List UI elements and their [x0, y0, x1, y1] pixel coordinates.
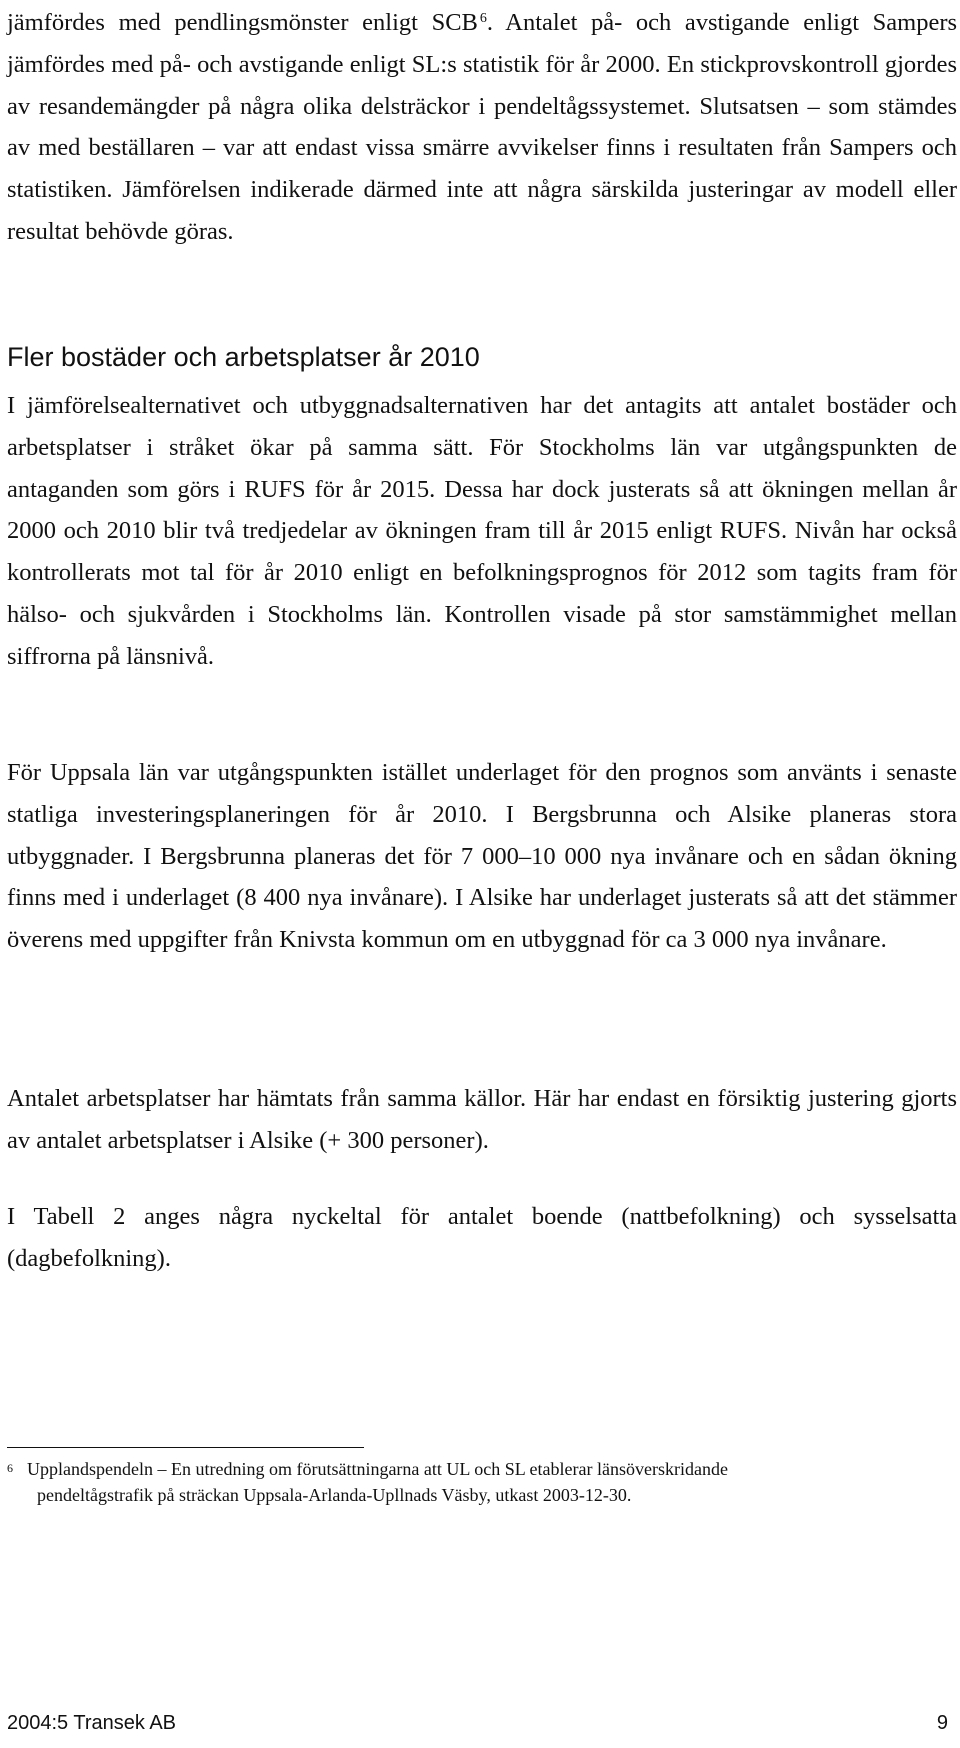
page-number: 9: [936, 1712, 948, 1734]
footnote-reference[interactable]: 6: [479, 11, 487, 26]
footnote-line-1: Upplandspendeln – En utredning om förutsättningarna att UL och SL etablerar länsöverskridande: [27, 1459, 728, 1479]
footnote-divider: [7, 1447, 364, 1448]
footnote-line-2: pendeltågstrafik på sträckan Uppsala-Arlanda-Upllnads Väsby, utkast 2003-12-30.: [37, 1485, 632, 1505]
paragraph-text: jämfördes med pendlingsmönster enligt SCB: [7, 9, 478, 36]
paragraph-uppsala: För Uppsala län var utgångspunkten istället underlaget för den prognos som använts i senaste statliga investeringsplaneringen för år 2010. I Bergsbrunna och Alsike planeras stora utbyggnader. I Bergsbrunna planeras det för 7 000–10 000 nya invånare och en sådan ökning finns med i underlaget (8 400 nya invånare). I Alsike har underlaget justerats så att det stämmer överens med uppgifter från Knivsta kommun om en utbyggnad för ca 3 000 nya invånare.: [7, 759, 957, 954]
paragraph-workplaces: Antalet arbetsplatser har hämtats från samma källor. Här har endast en försiktig justering gjorts av antalet arbetsplatser i Alsike (+ 300 personer).: [7, 1085, 957, 1154]
footnote-mark: 6: [7, 1461, 13, 1475]
paragraph-stockholm: I jämförelsealternativet och utbyggnadsalternativen har det antagits att antalet bostäder och arbetsplatser i stråket ökar på samma sätt. För Stockholms län var utgångspunkten de antaganden som görs i RUFS för år 2015. Dessa har dock justerats så att ökningen mellan år 2000 och 2010 blir två tredjedelar av ökningen fram till år 2015 enligt RUFS. Nivån har också kontrollerats mot tal för år 2010 enligt en befolkningsprognos för 2012 som tagits fram för hälso- och sjukvården i Stockholms län. Kontrollen visade på stor samstämmighet mellan siffrorna på länsnivå.: [7, 392, 957, 670]
paragraph-text: . Antalet på- och avstigande enligt Sampers jämfördes med på- och avstigande enligt SL:s statistik för år 2000. En stickprovskontroll gjordes av resandemängder på några olika delsträckor i pendeltågssystemet. Slutsatsen – som stämdes av med beställaren – var att endast vissa smärre avvikelser finns i resultaten från Sampers och statistiken. Jämförelsen indikerade därmed inte att några särskilda justeringar av modell eller resultat behövde göras.: [7, 9, 958, 245]
footnote: [7, 1456, 957, 1508]
paragraph-validation: [7, 2, 957, 253]
section-heading: Fler bostäder och arbetsplatser år 2010: [7, 342, 480, 372]
paragraph-table-reference: I Tabell 2 anges några nyckeltal för antalet boende (nattbefolkning) och sysselsatta (dagbefolkning).: [7, 1203, 957, 1272]
footer-publisher: 2004:5 Transek AB: [7, 1712, 177, 1734]
